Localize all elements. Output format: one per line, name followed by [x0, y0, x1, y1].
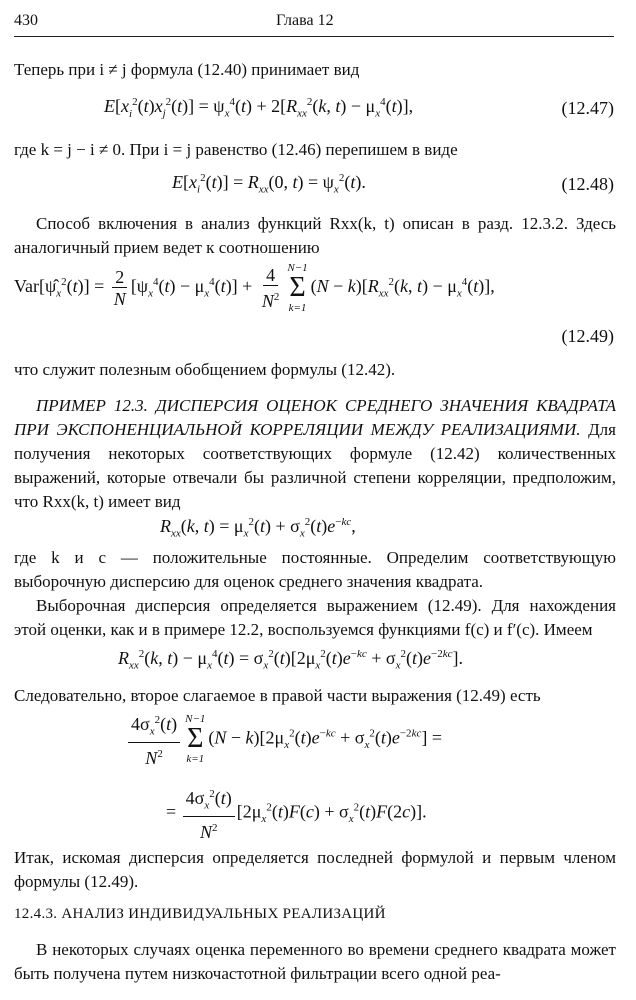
- example-body: Для получения некоторых соответствующих формуле (12.42) количественных выражений, которые отвечали бы различной степени корреляции, предположим, что Rxx(k, t) имеет вид: [14, 420, 616, 511]
- equation-12-49: $Var[\psî_x^2(t)]$ = $\frac{2}{N}$ $[\psi_x^4(t) - \mu_x^4(t)]$ + $\frac{4}{N^2}$ N−1 Σ k=1 $(N - k)[R_{xx}^2(k$, $t) - \mu_x^4(t)$],: [14, 262, 495, 314]
- paragraph-2: где k = j − i ≠ 0. При i = j равенство (12.46) перепишем в виде: [14, 140, 458, 159]
- equation-second-term: $\frac{4\sigma_x^2(t)}{N^2}$ N−1 Σ k=1 $(N - k)[2\mu_x^2(t)e^{-kc} + \sigma_x^2(t)e^{-2kc}]$ =: [126, 710, 442, 769]
- equation-result: = $\frac{4\sigma_x^2(t)}{N^2}$ $[2\mu_x^2(t)F(c) + \sigma_x^2(t)F(2c)]$.: [166, 784, 427, 843]
- example-title: ПРИМЕР 12.3. ДИСПЕРСИЯ ОЦЕНОК СРЕДНЕГО ЗНАЧЕНИЯ КВАДРАТА ПРИ ЭКСПОНЕНЦИАЛЬНОЙ КОРРЕЛЯЦИИ МЕЖДУ РЕАЛИЗАЦИЯМИ.: [14, 396, 616, 439]
- paragraph-4: что служит полезным обобщением формулы (12.42).: [14, 360, 396, 379]
- eq-number-12-49: (12.49): [561, 326, 614, 346]
- chapter-title: Глава 12: [276, 12, 334, 29]
- header-rule: [14, 36, 614, 37]
- page-number: 430: [14, 12, 38, 29]
- equation-12-48: $E[x_i^2(t)] = R_{xx}(0$, $t) = \psi_x^2(t)$.: [172, 172, 366, 196]
- paragraph-6: где k и c — положительные постоянные. Определим соответствующую выборочную дисперсию для оценок среднего значения квадрата.: [14, 548, 616, 591]
- eq-number-12-48: (12.48): [561, 174, 614, 194]
- section-heading: 12.4.3. АНАЛИЗ ИНДИВИДУАЛЬНЫХ РЕАЛИЗАЦИЙ: [14, 906, 386, 922]
- paragraph-5: [14, 394, 616, 514]
- equation-rxx: $R_{xx}(k$, $t) = \mu_x^2(t) + \sigma_x^2(t)e^{-kc}$,: [160, 516, 356, 540]
- paragraph-1: Теперь при i ≠ j формула (12.40) принимает вид: [14, 60, 360, 79]
- eq-number-12-47: (12.47): [561, 98, 614, 118]
- paragraph-7: Выборочная дисперсия определяется выражением (12.49). Для нахождения этой оценки, как и в примере 12.2, воспользуемся функциями f(c) и f′(c). Имеем: [14, 596, 616, 639]
- paragraph-9: Итак, искомая дисперсия определяется последней формулой и первым членом формулы (12.49).: [14, 848, 616, 891]
- equation-12-47: $E[x_i^2(t)x_j^2(t)] = \psi_x^4(t) + 2[R_{xx}^2(k$, $t) - \mu_x^4(t)$],: [104, 96, 414, 120]
- paragraph-10: В некоторых случаях оценка переменного во времени среднего квадрата может быть получена путем низкочастотной фильтрации всего одной реа-: [14, 940, 616, 983]
- paragraph-8: Следовательно, второе слагаемое в правой части выражения (12.49) есть: [14, 686, 541, 705]
- equation-rxx-diff: $R_{xx}^2(k$, $t) - \mu_x^4(t) = \sigma_x^2(t)[2\mu_x^2(t)e^{-kc} + \sigma_x^2(t)e^{-2kc}]$.: [118, 648, 464, 672]
- paragraph-3: Способ включения в анализ функций Rxx(k, t) описан в разд. 12.3.2. Здесь аналогичный прием ведет к соотношению: [14, 214, 616, 257]
